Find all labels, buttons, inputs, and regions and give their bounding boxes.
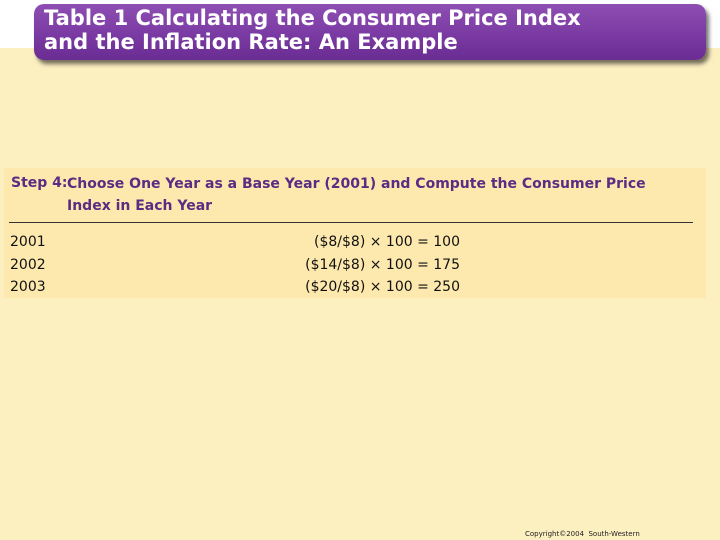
table-row <box>10 254 460 276</box>
row-year: 2001 <box>10 234 46 250</box>
table-row <box>10 276 460 298</box>
row-calculation: ($20/$8) × 100 = 250 <box>305 279 460 295</box>
row-year: 2002 <box>10 257 46 273</box>
row-calculation: ($8/$8) × 100 = 100 <box>314 234 460 250</box>
table-divider <box>9 222 693 223</box>
slide-title: Table 1 Calculating the Consumer Price Index and the Inflation Rate: An Example <box>44 6 581 54</box>
step-label: Step 4: <box>11 175 68 191</box>
step-heading: Choose One Year as a Base Year (2001) and Compute the Consumer Price Index in Each Year <box>67 176 646 214</box>
table-row <box>10 231 460 253</box>
row-calculation: ($14/$8) × 100 = 175 <box>305 257 460 273</box>
row-year: 2003 <box>10 279 46 295</box>
copyright-notice: Copyright©2004 South-Western <box>525 530 640 538</box>
